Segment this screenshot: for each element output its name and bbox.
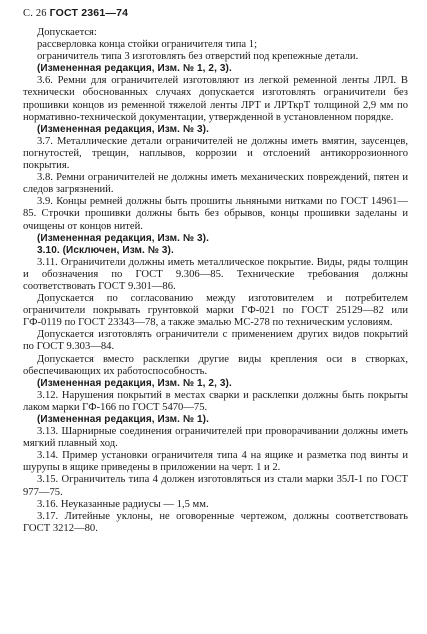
page-header bbox=[23, 7, 128, 19]
paragraph: Допускается: bbox=[37, 27, 97, 38]
standard-designation: ГОСТ 2361—74 bbox=[49, 7, 129, 19]
paragraph: 3.16. Неуказанные радиусы — 1,5 мм. bbox=[37, 498, 209, 510]
paragraph: 3.14. Пример установки ограничителя типа 4 на ящике и разметка под винты и шурупы в ящике приведены в приложении на черт. 1 и 2. bbox=[23, 450, 408, 474]
document-body bbox=[23, 27, 408, 535]
amendment-note: 3.10. (Исключен, Изм. № 3). bbox=[37, 244, 174, 256]
paragraph: 3.9. Концы ремней должны быть прошиты льняными нитками по ГОСТ 14961—85. Строчки прошивки должны быть без обрывов, концы прошивки заделаны и очищены от концов нитей. bbox=[23, 196, 408, 232]
paragraph: Допускается по согласованию между изготовителем и потребителем ограничители покрывать грунтовкой марки ГФ-021 по ГОСТ 25129—82 или ГФ-0119 по ГОСТ 23343—78, а также эмалью МС-278 по техническим условиям. bbox=[23, 293, 408, 329]
paragraph: Допускается вместо расклепки другие виды крепления оси в створках, обеспечивающих их работоспособность. bbox=[23, 353, 408, 377]
amendment-note: (Измененная редакция, Изм. № 1). bbox=[37, 414, 209, 425]
paragraph: 3.6. Ремни для ограничителей изготовляют из легкой ременной ленты ЛРЛ. В технически обоснованных случаях допускается изготовлять ограничители без прошивки концов из ременной тяжелой ленты ЛРТ и ЛРТкрТ толщиной 2,9 мм по нормативно-технической документации, утвержденной в установленном порядке. bbox=[23, 75, 408, 123]
paragraph: рассверловка конца стойки ограничителя типа 1; bbox=[37, 39, 258, 51]
paragraph: 3.15. Ограничитель типа 4 должен изготовляться из стали марки 35Л-1 по ГОСТ 977—75. bbox=[23, 474, 408, 498]
page-number: С. 26 bbox=[23, 8, 47, 19]
paragraph: 3.12. Нарушения покрытий в местах сварки и расклепки должны быть покрыты лаком марки ГФ-166 по ГОСТ 5470—75. bbox=[23, 389, 408, 413]
amendment-note: (Измененная редакция, Изм. № 1, 2, 3). bbox=[37, 63, 232, 75]
paragraph: 3.7. Металлические детали ограничителей не должны иметь вмятин, заусенцев, погнутостей, трещин, наплывов, коррозии и отслоений антикоррозионного покрытия. bbox=[23, 135, 408, 172]
paragraph: 3.13. Шарнирные соединения ограничителей при проворачивании должны иметь мягкий плавный ход. bbox=[23, 426, 408, 450]
paragraph: Допускается изготовлять ограничители с применением других видов покрытий по ГОСТ 9.303—84. bbox=[23, 329, 408, 353]
paragraph: ограничитель типа 3 изготовлять без отверстий под крепежные детали. bbox=[37, 51, 359, 63]
paragraph: 3.17. Литейные уклоны, не оговоренные чертежом, должны соответствовать ГОСТ 3212—80. bbox=[23, 510, 408, 534]
amendment-note: (Измененная редакция, Изм. № 3). bbox=[37, 123, 209, 135]
amendment-note: (Измененная редакция, Изм. № 3). bbox=[37, 232, 209, 244]
paragraph: 3.8. Ремни ограничителей не должны иметь механических повреждений, пятен и следов загрязнений. bbox=[23, 172, 408, 196]
paragraph: 3.11. Ограничители должны иметь металлическое покрытие. Виды, ряды толщин и обозначения по ГОСТ 9.306—85. Технические требования должны соответствовать ГОСТ 9.301—86. bbox=[23, 256, 408, 292]
amendment-note: (Измененная редакция, Изм. № 1, 2, 3). bbox=[37, 377, 232, 389]
